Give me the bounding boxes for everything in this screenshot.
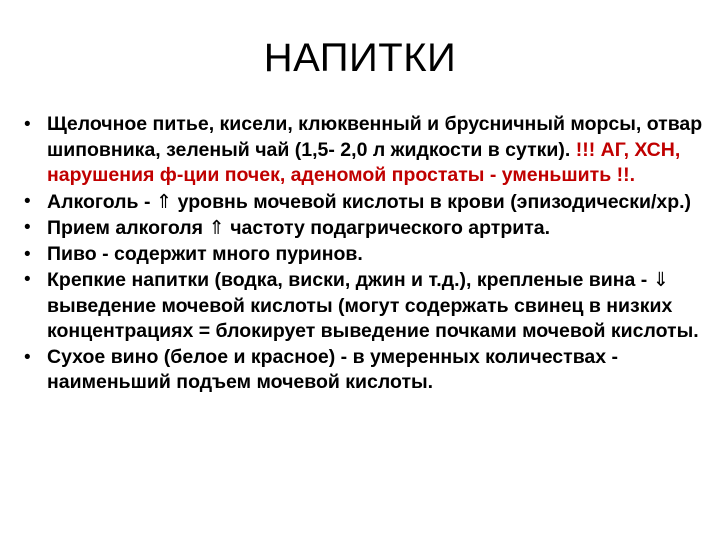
item-text: выведение мочевой кислоты (могут содержать свинец в низких концентрациях = блокирует выведение почками мочевой кислоты.: [47, 294, 699, 342]
bullet-icon: •: [24, 269, 31, 290]
bullet-icon: •: [24, 217, 31, 238]
list-item: [24, 215, 714, 242]
item-text: Пиво - содержит много пуринов.: [47, 242, 363, 265]
item-text: уровнь мочевой кислоты в крови (эпизодически/хр.): [172, 190, 692, 213]
bullet-list: [24, 112, 714, 396]
list-item: [24, 189, 714, 216]
list-item: [24, 267, 714, 345]
arrow-up-icon: ⇑: [155, 189, 173, 213]
list-item: [24, 345, 714, 396]
item-text: Крепкие напитки (водка, виски, джин и т.д.), крепленые вина -: [47, 269, 653, 291]
list-item: [24, 242, 714, 268]
item-text: Алкоголь -: [47, 190, 156, 213]
item-text: Сухое вино (белое и красное) - в умеренных количествах - наименьший подъем мочевой кислоты.: [47, 345, 619, 393]
list-item: [24, 112, 714, 189]
item-text: Прием алкоголя: [47, 217, 209, 239]
arrow-down-icon: ⇓: [652, 268, 670, 291]
bullet-icon: •: [24, 190, 31, 212]
bullet-icon: •: [24, 346, 31, 368]
item-text: частоту подагрического артрита.: [224, 217, 551, 239]
slide-title: НАПИТКИ: [263, 36, 457, 80]
bullet-icon: •: [24, 243, 31, 265]
item-text: Щелочное питье, кисели, клюквенный и брусничный морсы, отвар шиповника, зеленый чай (1,5- 2,0 л жидкости в сутки).: [47, 113, 703, 161]
arrow-up-icon: ⇑: [208, 216, 225, 239]
bullet-icon: •: [24, 114, 31, 135]
item-highlight-text: !!! АГ, ХСН, нарушения ф-ции почек, аденомой простаты - уменьшить !!.: [47, 138, 681, 186]
